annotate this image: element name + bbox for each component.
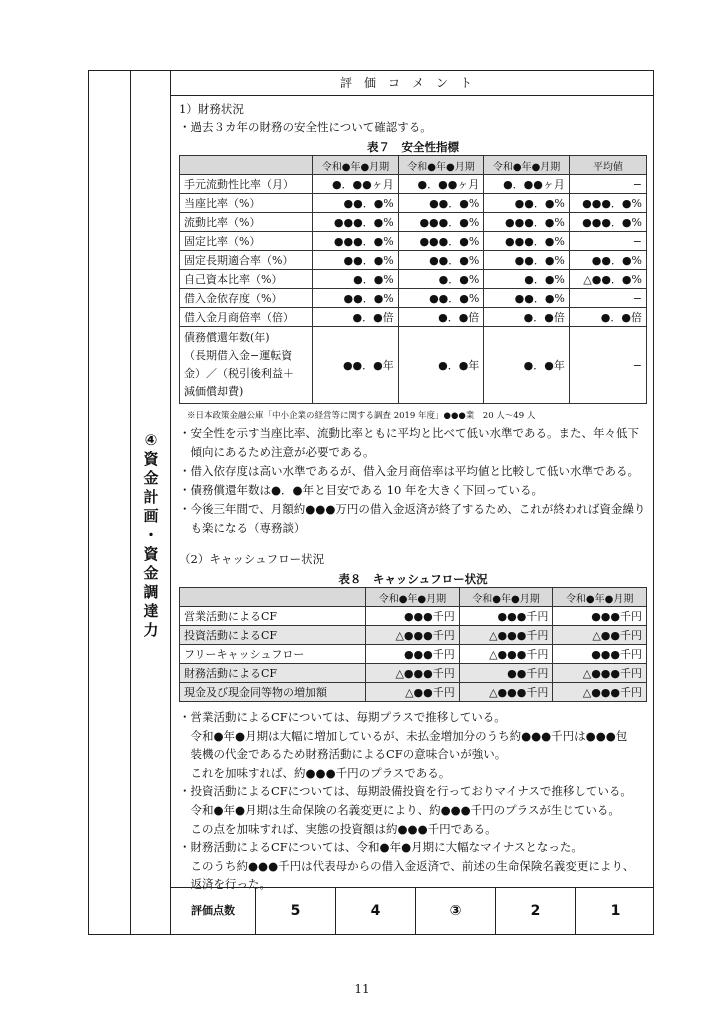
table-cell: ●．●●ヶ月 [484, 175, 570, 194]
row-label: フリーキャッシュフロー [180, 645, 366, 664]
table7-column-header: 平均値 [569, 156, 646, 175]
bullet-line: これを加味すれば、約●●●千円のプラスである。 [179, 765, 451, 780]
table-cell: ●．●% [484, 270, 570, 289]
table-row [180, 232, 647, 251]
bullet-line: ・安全性を示す当座比率、流動比率ともに平均と比べて低い水準である。また、年々低下 [179, 426, 639, 440]
table-cell: ●．●倍 [484, 308, 570, 327]
bullet-line: も楽になる（専務談） [179, 521, 306, 535]
row-label: 固定比率（%） [180, 232, 313, 251]
table-cell: − [569, 327, 646, 404]
table-cell: ●●千円 [459, 664, 553, 683]
table7-column-header: 令和●年●月期 [484, 156, 570, 175]
score-option: 1 [575, 888, 655, 934]
page-number: 11 [354, 982, 370, 996]
category-label-char: 画 [143, 507, 159, 525]
table-cell: ●．●●ヶ月 [313, 175, 399, 194]
table7-caption: 表７ 安全性指標 [367, 140, 459, 154]
table-row [180, 289, 647, 308]
row-label-line: 債務償還年数(年) [184, 331, 270, 344]
table-cell: ●●．●% [569, 251, 646, 270]
table7-column-header: 令和●年●月期 [313, 156, 399, 175]
blank-column [89, 71, 131, 934]
table-row [180, 327, 647, 404]
table-cell: ●●●．●% [313, 232, 399, 251]
table-cell: ●●●．●% [398, 232, 484, 251]
row-label: 投資活動によるCF [180, 626, 366, 645]
table-cell: △●●●千円 [553, 664, 647, 683]
table-cell: ●●．●% [484, 289, 570, 308]
table-cell: − [569, 232, 646, 251]
category-label-char: 資 [143, 545, 159, 563]
table-cell: ●●●．●% [313, 213, 399, 232]
table-cell: ●．●倍 [398, 308, 484, 327]
table-cell: ●●●．●% [569, 194, 646, 213]
table-row [180, 270, 647, 289]
section2-title: （2）キャッシュフロー状況 [179, 552, 325, 566]
table-cell: △●●．●% [569, 270, 646, 289]
table-cell: ●●．●% [398, 289, 484, 308]
table8-column-header: 令和●年●月期 [366, 588, 460, 607]
bullet-line: ・営業活動によるCFについては、毎期プラスで推移している。 [179, 710, 506, 724]
table-cell: ●．●年 [484, 327, 570, 404]
table-row [180, 308, 647, 327]
category-label-char: 力 [143, 621, 159, 639]
table8-column-header: 令和●年●月期 [553, 588, 647, 607]
comment-header: 評価コメント [171, 71, 653, 96]
category-column [131, 71, 171, 934]
cashflow-table [179, 587, 647, 702]
row-label-line: 金）／（税引後利益＋ [184, 367, 294, 380]
table-cell: − [569, 289, 646, 308]
table-cell: △●●千円 [366, 683, 460, 702]
score-label: 評価点数 [191, 904, 235, 917]
table-row [180, 683, 647, 702]
row-label: 借入金依存度（%） [180, 289, 313, 308]
table7-note: ※日本政策金融公庫「中小企業の経営等に関する調査 2019 年度」●●●業 20 人〜49 人 [187, 411, 536, 421]
table-cell: △●●●千円 [459, 626, 553, 645]
category-label-char: 達 [143, 602, 159, 620]
table-cell: ●●．●% [398, 251, 484, 270]
score-option: 4 [335, 888, 415, 934]
table-cell: ●●．●% [313, 289, 399, 308]
table7-header-blank [180, 156, 313, 175]
table-cell: △●●●千円 [366, 626, 460, 645]
row-label: 借入金月商倍率（倍） [180, 308, 313, 327]
bullet-line: ・財務活動によるCFについては、令和●年●月期に大幅なマイナスとなった。 [179, 840, 583, 855]
row-label: 現金及び現金同等物の増加額 [180, 683, 366, 702]
category-label [139, 431, 163, 640]
table-cell: − [569, 175, 646, 194]
bullet-line: 返済を行った。 [179, 877, 271, 892]
table-cell: ●．●% [313, 270, 399, 289]
table8-column-header: 令和●年●月期 [459, 588, 553, 607]
table-cell: ●●●千円 [459, 607, 553, 626]
table-row [180, 664, 647, 683]
bullet-line: ・借入依存度は高い水準であるが、借入金月商倍率は平均値と比較して低い水準である。 [179, 464, 639, 478]
table-cell: ●．●●ヶ月 [398, 175, 484, 194]
table-cell: ●●．●% [313, 194, 399, 213]
bullet-line: この点を加味すれば、実態の投資額は約●●●千円である。 [179, 821, 497, 836]
category-label-char: ・ [143, 526, 159, 544]
table-cell: △●●●千円 [459, 683, 553, 702]
bullet-line: 傾向にあるため注意が必要である。 [179, 445, 375, 459]
row-label: 流動比率（%） [180, 213, 313, 232]
table-cell: ●．●% [398, 270, 484, 289]
table-cell: ●●●．●% [398, 213, 484, 232]
table-row [180, 645, 647, 664]
table-row [180, 607, 647, 626]
bullet-line: ・今後三年間で、月額約●●●万円の借入金返済が終了するため、これが終われば資金繰り [179, 502, 646, 516]
table-cell: ●●●千円 [366, 607, 460, 626]
score-row [171, 887, 653, 934]
table-cell: ●●．●年 [313, 327, 399, 404]
row-label: 当座比率（%） [180, 194, 313, 213]
table-cell: △●●千円 [553, 626, 647, 645]
category-label-char: ④ [144, 431, 158, 449]
table-cell: △●●●千円 [366, 664, 460, 683]
score-option: 5 [255, 888, 335, 934]
table-cell: ●●●千円 [553, 607, 647, 626]
table-row [180, 213, 647, 232]
table-cell: ●●●．●% [484, 213, 570, 232]
bullet-line: 令和●年●月期は生命保険の名義変更により、約●●●千円のプラスが生じている。 [179, 803, 620, 817]
score-option: 2 [495, 888, 575, 934]
table-cell: ●●●千円 [553, 645, 647, 664]
table-row [180, 175, 647, 194]
table-cell: ●．●年 [398, 327, 484, 404]
row-label: 固定長期適合率（%） [180, 251, 313, 270]
bullet-line: ・債務償還年数は●．●年と目安である 10 年を大きく下回っている。 [179, 483, 544, 497]
table-cell: ●●．●% [313, 251, 399, 270]
row-label-line: （長期借入金−運転資 [184, 349, 293, 362]
table-row [180, 251, 647, 270]
table8-caption: 表８ キャッシュフロー状況 [338, 572, 488, 586]
section1-intro: ・過去３カ年の財務の安全性について確認する。 [179, 120, 432, 134]
table-cell: ●．●倍 [313, 308, 399, 327]
bullet-line: このうち約●●●千円は代表母からの借入金返済で、前述の生命保険名義変更により、 [179, 858, 635, 873]
category-label-char: 金 [143, 564, 159, 582]
category-label-char: 計 [143, 488, 159, 506]
category-label-char: 資 [143, 450, 159, 468]
table-cell: △●●●千円 [553, 683, 647, 702]
row-label-multiline [180, 327, 313, 404]
bullet-line: 令和●年●月期は大幅に増加しているが、未払金増加分のうち約●●●千円は●●●包 [179, 728, 628, 743]
score-option: ③ [415, 888, 495, 934]
section1-title: 1）財務状況 [179, 102, 244, 116]
row-label-line: 減価償却費) [184, 385, 244, 398]
table8-header-blank [180, 588, 366, 607]
safety-indicator-table [179, 155, 647, 404]
bullet-line: 装機の代金であるため財務活動によるCFの意味合いが強い。 [179, 747, 507, 762]
row-label: 手元流動性比率（月） [180, 175, 313, 194]
row-label: 自己資本比率（%） [180, 270, 313, 289]
table-row [180, 626, 647, 645]
table-cell: ●．●倍 [569, 308, 646, 327]
evaluation-frame [88, 70, 654, 935]
table7-column-header: 令和●年●月期 [398, 156, 484, 175]
row-label: 営業活動によるCF [180, 607, 366, 626]
table-row [180, 194, 647, 213]
comment-area [171, 71, 653, 934]
table-cell: △●●●千円 [459, 645, 553, 664]
table-cell: ●●●．●% [484, 232, 570, 251]
table-cell: ●●．●% [484, 251, 570, 270]
table-cell: ●●●．●% [569, 213, 646, 232]
row-label: 財務活動によるCF [180, 664, 366, 683]
table-cell: ●●．●% [398, 194, 484, 213]
category-label-char: 金 [143, 469, 159, 487]
table-cell: ●●●千円 [366, 645, 460, 664]
table-cell: ●●．●% [484, 194, 570, 213]
bullet-line: ・投資活動によるCFについては、毎期設備投資を行っておりマイナスで推移している。 [179, 784, 632, 799]
category-label-char: 調 [143, 583, 159, 601]
